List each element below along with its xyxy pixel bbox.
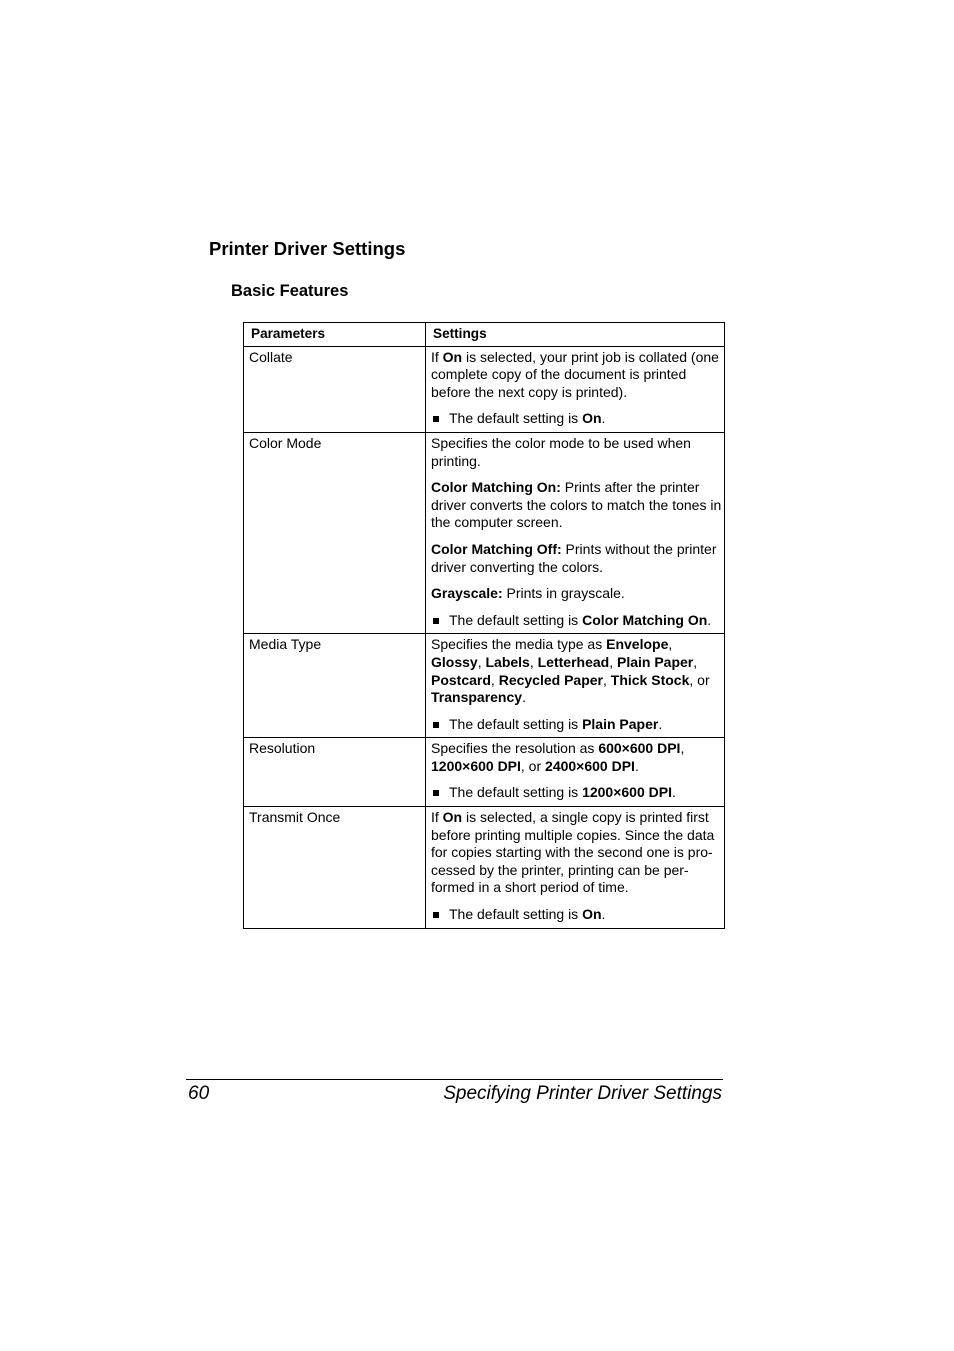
square-bullet-icon bbox=[433, 416, 439, 422]
default-setting-note: The default setting is Plain Paper. bbox=[431, 716, 722, 734]
running-footer-title: Specifying Printer Driver Settings bbox=[443, 1083, 722, 1104]
table-header-row bbox=[244, 323, 725, 347]
column-header-parameters: Parameters bbox=[244, 323, 426, 347]
settings-cell bbox=[426, 346, 725, 432]
table-row bbox=[244, 346, 725, 432]
footer-divider bbox=[186, 1079, 723, 1080]
default-setting-note: The default setting is Color Matching On. bbox=[431, 612, 722, 630]
table-row bbox=[244, 634, 725, 738]
subsection-heading: Basic Features bbox=[231, 282, 349, 300]
default-setting-note: The default setting is On. bbox=[431, 410, 722, 428]
option-description: Color Matching On: Prints after the printer driver converts the colors to match the tones in the computer screen. bbox=[431, 479, 722, 531]
default-setting-note: The default setting is On. bbox=[431, 906, 722, 924]
settings-cell bbox=[426, 432, 725, 633]
parameter-cell: Color Mode bbox=[244, 432, 426, 633]
table-row bbox=[244, 432, 725, 633]
description: If On is selected, a single copy is printed first before printing multiple copies. Since the data for copies starting with the second one is pro-cessed by the printer, printing can be per-formed in a short period of time. bbox=[431, 809, 715, 896]
square-bullet-icon bbox=[433, 722, 439, 728]
table-row bbox=[244, 807, 725, 929]
settings-table bbox=[243, 322, 725, 929]
table-row bbox=[244, 738, 725, 807]
settings-cell bbox=[426, 807, 725, 929]
square-bullet-icon bbox=[433, 790, 439, 796]
default-setting-note: The default setting is 1200×600 DPI. bbox=[431, 784, 722, 802]
parameter-cell: Transmit Once bbox=[244, 807, 426, 929]
description: Specifies the media type as Envelope, Glossy, Labels, Letterhead, Plain Paper, Postcard, Recycled Paper, Thick Stock, or Transparency. bbox=[431, 636, 710, 706]
square-bullet-icon bbox=[433, 618, 439, 624]
description: If On is selected, your print job is collated (one complete copy of the document is printed before the next copy is printed). bbox=[431, 348, 719, 400]
settings-cell bbox=[426, 738, 725, 807]
square-bullet-icon bbox=[433, 912, 439, 918]
column-header-settings: Settings bbox=[426, 323, 725, 347]
parameter-cell: Resolution bbox=[244, 738, 426, 807]
description: Specifies the resolution as 600×600 DPI, 1200×600 DPI, or 2400×600 DPI. bbox=[431, 740, 685, 774]
description: Specifies the color mode to be used when printing. bbox=[431, 434, 691, 469]
option-description: Grayscale: Prints in grayscale. bbox=[431, 585, 625, 602]
parameter-cell: Media Type bbox=[244, 634, 426, 738]
parameter-cell: Collate bbox=[244, 346, 426, 432]
section-heading: Printer Driver Settings bbox=[209, 238, 406, 259]
option-description: Color Matching Off: Prints without the printer driver converting the colors. bbox=[431, 540, 717, 575]
page-number: 60 bbox=[188, 1083, 210, 1104]
settings-cell bbox=[426, 634, 725, 738]
